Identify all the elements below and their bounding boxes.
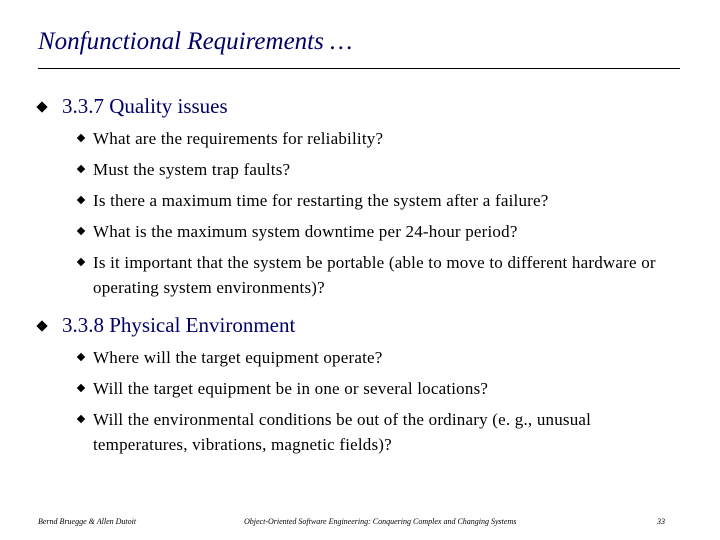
section-heading: 3.3.7 Quality issues: [62, 94, 228, 118]
list-item: [36, 407, 685, 457]
footer-authors: Bernd Bruegge & Allen Dutoit: [38, 517, 137, 526]
title-divider: [38, 68, 680, 69]
list-item: [36, 219, 685, 244]
diamond-bullet-icon: [36, 101, 47, 112]
list-item-text: Where will the target equipment operate?: [93, 348, 383, 367]
list-item: [36, 345, 685, 370]
bullet-icon: [77, 134, 85, 142]
section-heading: 3.3.8 Physical Environment: [62, 313, 296, 337]
list-item-text: Must the system trap faults?: [93, 160, 291, 179]
bullet-icon: [77, 196, 85, 204]
list-item-text: Will the target equipment be in one or several locations?: [93, 379, 489, 398]
section-physical-environment: [36, 313, 685, 463]
bullet-icon: [77, 353, 85, 361]
list-item-text: Will the environmental conditions be out of the ordinary (e. g., unusual temperatures, vibrations, magnetic fields)?: [93, 410, 592, 454]
footer-book-title: Object-Oriented Software Engineering: Conquering Complex and Changing Systems: [244, 517, 517, 526]
list-item: [36, 250, 685, 300]
bullet-icon: [77, 227, 85, 235]
bullet-icon: [77, 258, 85, 266]
diamond-bullet-icon: [36, 320, 47, 331]
list-item-text: Is there a maximum time for restarting the system after a failure?: [93, 191, 549, 210]
bullet-icon: [77, 165, 85, 173]
list-item: [36, 157, 685, 182]
bullet-icon: [77, 415, 85, 423]
list-item-text: What is the maximum system downtime per 24-hour period?: [93, 222, 518, 241]
list-item-text: What are the requirements for reliability?: [93, 129, 384, 148]
list-item-text: Is it important that the system be portable (able to move to different hardware or operating system environments)?: [93, 253, 656, 297]
section-quality-issues: [36, 94, 685, 306]
list-item: [36, 188, 685, 213]
list-item: [36, 126, 685, 151]
list-item: [36, 376, 685, 401]
page-title: Nonfunctional Requirements …: [38, 28, 353, 55]
footer-page-number: 33: [657, 517, 665, 526]
bullet-icon: [77, 384, 85, 392]
